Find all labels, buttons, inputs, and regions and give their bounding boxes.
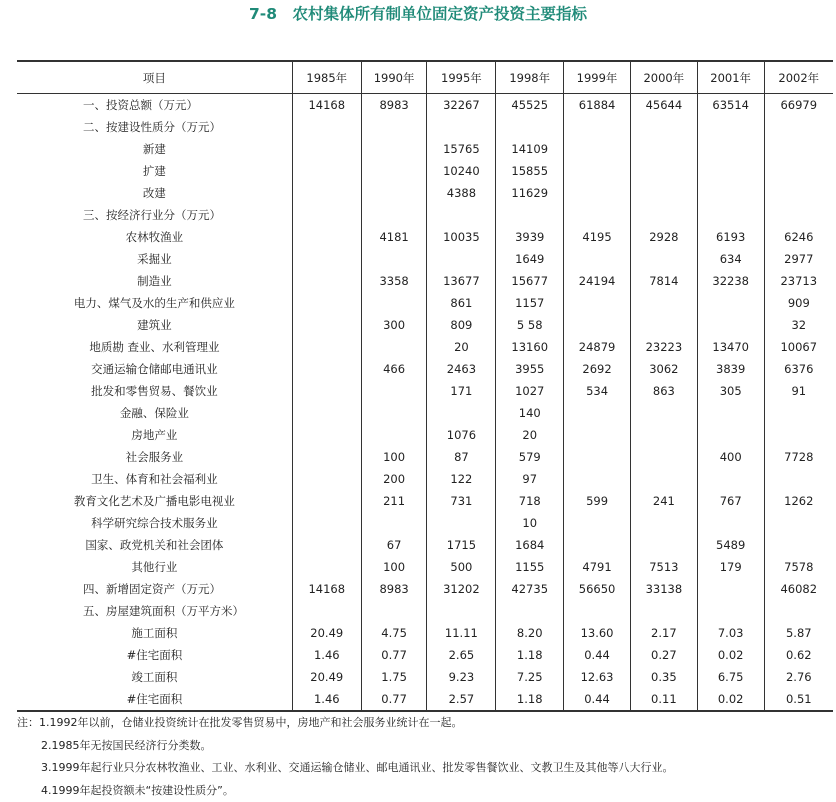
table-cell bbox=[564, 160, 631, 182]
table-row bbox=[17, 292, 833, 314]
table-cell: 20 bbox=[496, 424, 564, 446]
table-row bbox=[17, 446, 833, 468]
table-cell: 3839 bbox=[697, 358, 764, 380]
table-cell bbox=[292, 358, 361, 380]
table-cell bbox=[630, 534, 697, 556]
table-cell: 4388 bbox=[427, 182, 496, 204]
table-cell bbox=[764, 600, 833, 622]
table-cell bbox=[427, 204, 496, 226]
table-cell bbox=[564, 116, 631, 138]
table-cell: 45644 bbox=[630, 94, 697, 117]
table-cell: 15855 bbox=[496, 160, 564, 182]
table-cell: 2463 bbox=[427, 358, 496, 380]
table-body bbox=[17, 94, 833, 712]
table-cell bbox=[496, 600, 564, 622]
table-cell: 10240 bbox=[427, 160, 496, 182]
table-cell bbox=[292, 226, 361, 248]
table-cell bbox=[764, 424, 833, 446]
table-cell bbox=[697, 292, 764, 314]
table-cell bbox=[630, 402, 697, 424]
table-cell bbox=[564, 182, 631, 204]
table-cell: 1649 bbox=[496, 248, 564, 270]
table-cell bbox=[427, 600, 496, 622]
table-cell bbox=[630, 292, 697, 314]
table-row bbox=[17, 600, 833, 622]
table-cell bbox=[630, 204, 697, 226]
row-label: 三、按经济行业分（万元） bbox=[17, 204, 292, 226]
table-cell: 13677 bbox=[427, 270, 496, 292]
table-cell: 6376 bbox=[764, 358, 833, 380]
table-cell bbox=[630, 314, 697, 336]
table-row bbox=[17, 248, 833, 270]
table-cell: 33138 bbox=[630, 578, 697, 600]
row-label: 农林牧渔业 bbox=[17, 226, 292, 248]
table-cell: 809 bbox=[427, 314, 496, 336]
table-cell: 7578 bbox=[764, 556, 833, 578]
table-cell: 767 bbox=[697, 490, 764, 512]
table-cell: 20.49 bbox=[292, 666, 361, 688]
table-cell: 1.75 bbox=[361, 666, 427, 688]
table-cell: 42735 bbox=[496, 578, 564, 600]
table-cell: 4195 bbox=[564, 226, 631, 248]
table-cell bbox=[496, 204, 564, 226]
table-cell: 122 bbox=[427, 468, 496, 490]
table-cell bbox=[630, 182, 697, 204]
table-cell: 15765 bbox=[427, 138, 496, 160]
table-cell bbox=[361, 116, 427, 138]
row-label: 卫生、体育和社会福利业 bbox=[17, 468, 292, 490]
table-cell bbox=[361, 380, 427, 402]
table-cell: 5.87 bbox=[764, 622, 833, 644]
table-cell bbox=[496, 116, 564, 138]
table-cell: 100 bbox=[361, 556, 427, 578]
table-cell: 10067 bbox=[764, 336, 833, 358]
table-cell: 23713 bbox=[764, 270, 833, 292]
table-row bbox=[17, 138, 833, 160]
table-cell: 0.02 bbox=[697, 688, 764, 711]
table-cell bbox=[697, 138, 764, 160]
table-cell: 0.02 bbox=[697, 644, 764, 666]
table-cell bbox=[292, 204, 361, 226]
table-cell bbox=[292, 270, 361, 292]
row-label: 竣工面积 bbox=[17, 666, 292, 688]
table-cell bbox=[630, 468, 697, 490]
table-cell: 10 bbox=[496, 512, 564, 534]
column-header-item: 项目 bbox=[17, 61, 292, 94]
table-cell: 45525 bbox=[496, 94, 564, 117]
table-cell bbox=[292, 248, 361, 270]
table-cell: 300 bbox=[361, 314, 427, 336]
table-cell: 7513 bbox=[630, 556, 697, 578]
table-cell bbox=[564, 534, 631, 556]
column-header-year: 1985年 bbox=[292, 61, 361, 94]
table-cell: 6246 bbox=[764, 226, 833, 248]
table-cell bbox=[564, 248, 631, 270]
table-cell: 861 bbox=[427, 292, 496, 314]
table-cell: 909 bbox=[764, 292, 833, 314]
table-cell: 56650 bbox=[564, 578, 631, 600]
table-cell bbox=[564, 204, 631, 226]
table-cell: 4.75 bbox=[361, 622, 427, 644]
table-cell: 4181 bbox=[361, 226, 427, 248]
table-cell bbox=[630, 424, 697, 446]
row-label: 地质勘 查业、水利管理业 bbox=[17, 336, 292, 358]
table-cell bbox=[361, 138, 427, 160]
table-cell: 731 bbox=[427, 490, 496, 512]
table-cell bbox=[361, 424, 427, 446]
table-cell: 15677 bbox=[496, 270, 564, 292]
row-label: 国家、政党机关和社会团体 bbox=[17, 534, 292, 556]
table-row bbox=[17, 380, 833, 402]
table-cell: 1155 bbox=[496, 556, 564, 578]
table-cell bbox=[697, 160, 764, 182]
table-cell bbox=[292, 534, 361, 556]
table-cell bbox=[292, 116, 361, 138]
row-label: #住宅面积 bbox=[17, 688, 292, 711]
table-cell: 2.17 bbox=[630, 622, 697, 644]
footnote-line: 2.1985年无按国民经济行分类数。 bbox=[17, 735, 833, 758]
table-cell: 1027 bbox=[496, 380, 564, 402]
table-cell: 8983 bbox=[361, 94, 427, 117]
table-cell: 20 bbox=[427, 336, 496, 358]
table-cell bbox=[764, 160, 833, 182]
table-cell: 100 bbox=[361, 446, 427, 468]
row-label: 扩建 bbox=[17, 160, 292, 182]
footnote-line: 4.1999年起投资额未“按建设性质分”。 bbox=[17, 780, 833, 802]
table-cell: 579 bbox=[496, 446, 564, 468]
column-header-year: 2001年 bbox=[697, 61, 764, 94]
table-cell: 2.57 bbox=[427, 688, 496, 711]
table-cell: 0.11 bbox=[630, 688, 697, 711]
table-row bbox=[17, 666, 833, 688]
table-row bbox=[17, 182, 833, 204]
table-cell bbox=[427, 116, 496, 138]
table-cell bbox=[697, 578, 764, 600]
row-label: 改建 bbox=[17, 182, 292, 204]
table-cell bbox=[564, 424, 631, 446]
table-cell: 14109 bbox=[496, 138, 564, 160]
footnote-line: 注：1.1992年以前，仓储业投资统计在批发零售贸易中，房地产和社会服务业统计在一起。 bbox=[17, 712, 833, 735]
table-cell: 2692 bbox=[564, 358, 631, 380]
column-header-year: 2002年 bbox=[764, 61, 833, 94]
table-cell: 634 bbox=[697, 248, 764, 270]
table-row bbox=[17, 512, 833, 534]
table-cell bbox=[427, 402, 496, 424]
table-cell bbox=[764, 138, 833, 160]
table-cell bbox=[361, 160, 427, 182]
table-cell bbox=[427, 248, 496, 270]
table-row bbox=[17, 556, 833, 578]
table-cell: 0.77 bbox=[361, 688, 427, 711]
table-cell: 1076 bbox=[427, 424, 496, 446]
table-cell bbox=[361, 182, 427, 204]
table-cell: 32267 bbox=[427, 94, 496, 117]
table-cell: 8.20 bbox=[496, 622, 564, 644]
table-cell: 87 bbox=[427, 446, 496, 468]
column-header-year: 1999年 bbox=[564, 61, 631, 94]
table-row bbox=[17, 314, 833, 336]
table-cell bbox=[697, 116, 764, 138]
table-cell bbox=[292, 512, 361, 534]
row-label: #住宅面积 bbox=[17, 644, 292, 666]
table-cell bbox=[764, 512, 833, 534]
table-row bbox=[17, 226, 833, 248]
table-cell bbox=[292, 314, 361, 336]
table-cell: 14168 bbox=[292, 94, 361, 117]
table-cell: 3358 bbox=[361, 270, 427, 292]
table-cell: 31202 bbox=[427, 578, 496, 600]
table-cell: 0.44 bbox=[564, 644, 631, 666]
table-cell: 3062 bbox=[630, 358, 697, 380]
table-cell: 1.18 bbox=[496, 644, 564, 666]
table-cell: 0.77 bbox=[361, 644, 427, 666]
table-row bbox=[17, 358, 833, 380]
row-label: 金融、保险业 bbox=[17, 402, 292, 424]
table-cell bbox=[292, 468, 361, 490]
table-cell bbox=[292, 292, 361, 314]
row-label: 社会服务业 bbox=[17, 446, 292, 468]
footnote-line: 3.1999年起行业只分农林牧渔业、工业、水利业、交通运输仓储业、邮电通讯业、批发零售餐饮业、文教卫生及其他等八大行业。 bbox=[17, 757, 833, 780]
table-cell: 5489 bbox=[697, 534, 764, 556]
table-cell: 6.75 bbox=[697, 666, 764, 688]
table-cell bbox=[697, 424, 764, 446]
table-cell bbox=[764, 204, 833, 226]
table-cell: 61884 bbox=[564, 94, 631, 117]
table-cell: 400 bbox=[697, 446, 764, 468]
footnotes bbox=[17, 712, 833, 802]
table-cell: 24879 bbox=[564, 336, 631, 358]
table-cell: 1.46 bbox=[292, 644, 361, 666]
table-cell: 97 bbox=[496, 468, 564, 490]
table-row bbox=[17, 424, 833, 446]
table-cell bbox=[292, 380, 361, 402]
table-cell bbox=[630, 138, 697, 160]
row-label: 二、按建设性质分（万元） bbox=[17, 116, 292, 138]
table-row bbox=[17, 688, 833, 711]
table-row bbox=[17, 402, 833, 424]
table-cell: 305 bbox=[697, 380, 764, 402]
table-cell bbox=[292, 446, 361, 468]
table-cell: 1.18 bbox=[496, 688, 564, 711]
table-header-row bbox=[17, 61, 833, 94]
table-cell bbox=[630, 160, 697, 182]
table-cell bbox=[630, 116, 697, 138]
table-cell: 1715 bbox=[427, 534, 496, 556]
table-row bbox=[17, 160, 833, 182]
row-label: 其他行业 bbox=[17, 556, 292, 578]
table-cell: 20.49 bbox=[292, 622, 361, 644]
table-cell bbox=[292, 138, 361, 160]
table-cell bbox=[361, 402, 427, 424]
table-cell bbox=[564, 600, 631, 622]
table-cell bbox=[564, 138, 631, 160]
table-cell bbox=[361, 248, 427, 270]
table-cell: 171 bbox=[427, 380, 496, 402]
row-label: 新建 bbox=[17, 138, 292, 160]
table-cell: 179 bbox=[697, 556, 764, 578]
table-cell: 7.25 bbox=[496, 666, 564, 688]
table-cell: 1.46 bbox=[292, 688, 361, 711]
table-cell: 32 bbox=[764, 314, 833, 336]
table-cell: 7814 bbox=[630, 270, 697, 292]
table-cell bbox=[292, 402, 361, 424]
table-cell bbox=[292, 182, 361, 204]
table-cell: 0.51 bbox=[764, 688, 833, 711]
table-cell bbox=[697, 314, 764, 336]
column-header-year: 2000年 bbox=[630, 61, 697, 94]
table-cell bbox=[697, 600, 764, 622]
table-cell bbox=[292, 490, 361, 512]
table-cell bbox=[292, 336, 361, 358]
table-cell: 2977 bbox=[764, 248, 833, 270]
table-cell: 140 bbox=[496, 402, 564, 424]
table-cell bbox=[427, 512, 496, 534]
table-cell: 0.27 bbox=[630, 644, 697, 666]
table-cell bbox=[564, 314, 631, 336]
table-cell bbox=[564, 402, 631, 424]
table-cell bbox=[697, 402, 764, 424]
table-cell: 66979 bbox=[764, 94, 833, 117]
table-cell bbox=[564, 512, 631, 534]
table-cell: 0.62 bbox=[764, 644, 833, 666]
table-cell: 23223 bbox=[630, 336, 697, 358]
table-cell: 46082 bbox=[764, 578, 833, 600]
table-cell: 13.60 bbox=[564, 622, 631, 644]
table-row bbox=[17, 490, 833, 512]
table-cell: 0.44 bbox=[564, 688, 631, 711]
table-cell: 718 bbox=[496, 490, 564, 512]
table-cell: 14168 bbox=[292, 578, 361, 600]
table-row bbox=[17, 468, 833, 490]
table-cell bbox=[361, 336, 427, 358]
table-cell: 2928 bbox=[630, 226, 697, 248]
table-cell: 3955 bbox=[496, 358, 564, 380]
row-label: 一、投资总额（万元） bbox=[17, 94, 292, 117]
table-cell bbox=[292, 160, 361, 182]
table-cell: 863 bbox=[630, 380, 697, 402]
row-label: 交通运输仓储邮电通讯业 bbox=[17, 358, 292, 380]
table-row bbox=[17, 116, 833, 138]
table-cell bbox=[764, 534, 833, 556]
table-row bbox=[17, 578, 833, 600]
table-row bbox=[17, 336, 833, 358]
table-cell: 8983 bbox=[361, 578, 427, 600]
table-cell bbox=[361, 512, 427, 534]
table-cell: 67 bbox=[361, 534, 427, 556]
row-label: 批发和零售贸易、餐饮业 bbox=[17, 380, 292, 402]
table-cell: 7728 bbox=[764, 446, 833, 468]
table-row bbox=[17, 622, 833, 644]
table-cell: 11629 bbox=[496, 182, 564, 204]
table-cell bbox=[764, 116, 833, 138]
table-cell: 1262 bbox=[764, 490, 833, 512]
table-cell: 200 bbox=[361, 468, 427, 490]
table-cell: 1684 bbox=[496, 534, 564, 556]
row-label: 房地产业 bbox=[17, 424, 292, 446]
table-cell bbox=[292, 556, 361, 578]
table-cell bbox=[764, 468, 833, 490]
table-cell: 3939 bbox=[496, 226, 564, 248]
table-cell: 466 bbox=[361, 358, 427, 380]
table-cell: 13470 bbox=[697, 336, 764, 358]
table-cell: 13160 bbox=[496, 336, 564, 358]
row-label: 施工面积 bbox=[17, 622, 292, 644]
table-cell: 7.03 bbox=[697, 622, 764, 644]
table-cell: 24194 bbox=[564, 270, 631, 292]
table-cell bbox=[564, 468, 631, 490]
table-cell: 500 bbox=[427, 556, 496, 578]
table-cell bbox=[630, 600, 697, 622]
column-header-year: 1990年 bbox=[361, 61, 427, 94]
table-row bbox=[17, 94, 833, 117]
table-row bbox=[17, 534, 833, 556]
table-cell bbox=[564, 292, 631, 314]
table-cell: 9.23 bbox=[427, 666, 496, 688]
table-cell: 0.35 bbox=[630, 666, 697, 688]
table-cell: 4791 bbox=[564, 556, 631, 578]
table-cell bbox=[361, 292, 427, 314]
row-label: 科学研究综合技术服务业 bbox=[17, 512, 292, 534]
table-cell bbox=[630, 446, 697, 468]
column-header-year: 1998年 bbox=[496, 61, 564, 94]
table-cell: 2.76 bbox=[764, 666, 833, 688]
table-cell bbox=[764, 402, 833, 424]
table-cell: 1157 bbox=[496, 292, 564, 314]
table-cell: 599 bbox=[564, 490, 631, 512]
table-cell: 10035 bbox=[427, 226, 496, 248]
table-cell: 2.65 bbox=[427, 644, 496, 666]
page-title: 7-8 农村集体所有制单位固定资产投资主要指标 bbox=[0, 4, 836, 24]
row-label: 电力、煤气及水的生产和供应业 bbox=[17, 292, 292, 314]
table-cell: 12.63 bbox=[564, 666, 631, 688]
table-cell bbox=[697, 182, 764, 204]
table-row bbox=[17, 270, 833, 292]
table-cell bbox=[292, 424, 361, 446]
table-cell: 534 bbox=[564, 380, 631, 402]
indicator-table bbox=[17, 60, 833, 712]
table-cell bbox=[292, 600, 361, 622]
table-cell bbox=[697, 512, 764, 534]
row-label: 四、新增固定资产（万元） bbox=[17, 578, 292, 600]
table-row bbox=[17, 644, 833, 666]
table-cell: 241 bbox=[630, 490, 697, 512]
table-cell bbox=[361, 204, 427, 226]
table-cell: 32238 bbox=[697, 270, 764, 292]
table-cell: 5 58 bbox=[496, 314, 564, 336]
table-cell: 63514 bbox=[697, 94, 764, 117]
table-cell bbox=[564, 446, 631, 468]
table-cell: 211 bbox=[361, 490, 427, 512]
table-cell: 91 bbox=[764, 380, 833, 402]
table-cell bbox=[764, 182, 833, 204]
table-cell bbox=[697, 468, 764, 490]
table-cell bbox=[630, 248, 697, 270]
row-label: 采掘业 bbox=[17, 248, 292, 270]
table-cell: 6193 bbox=[697, 226, 764, 248]
table-row bbox=[17, 204, 833, 226]
table-cell bbox=[697, 204, 764, 226]
table-cell bbox=[361, 600, 427, 622]
row-label: 制造业 bbox=[17, 270, 292, 292]
table-cell bbox=[630, 512, 697, 534]
row-label: 五、房屋建筑面积（万平方米） bbox=[17, 600, 292, 622]
column-header-year: 1995年 bbox=[427, 61, 496, 94]
row-label: 教育文化艺术及广播电影电视业 bbox=[17, 490, 292, 512]
row-label: 建筑业 bbox=[17, 314, 292, 336]
table-cell: 11.11 bbox=[427, 622, 496, 644]
